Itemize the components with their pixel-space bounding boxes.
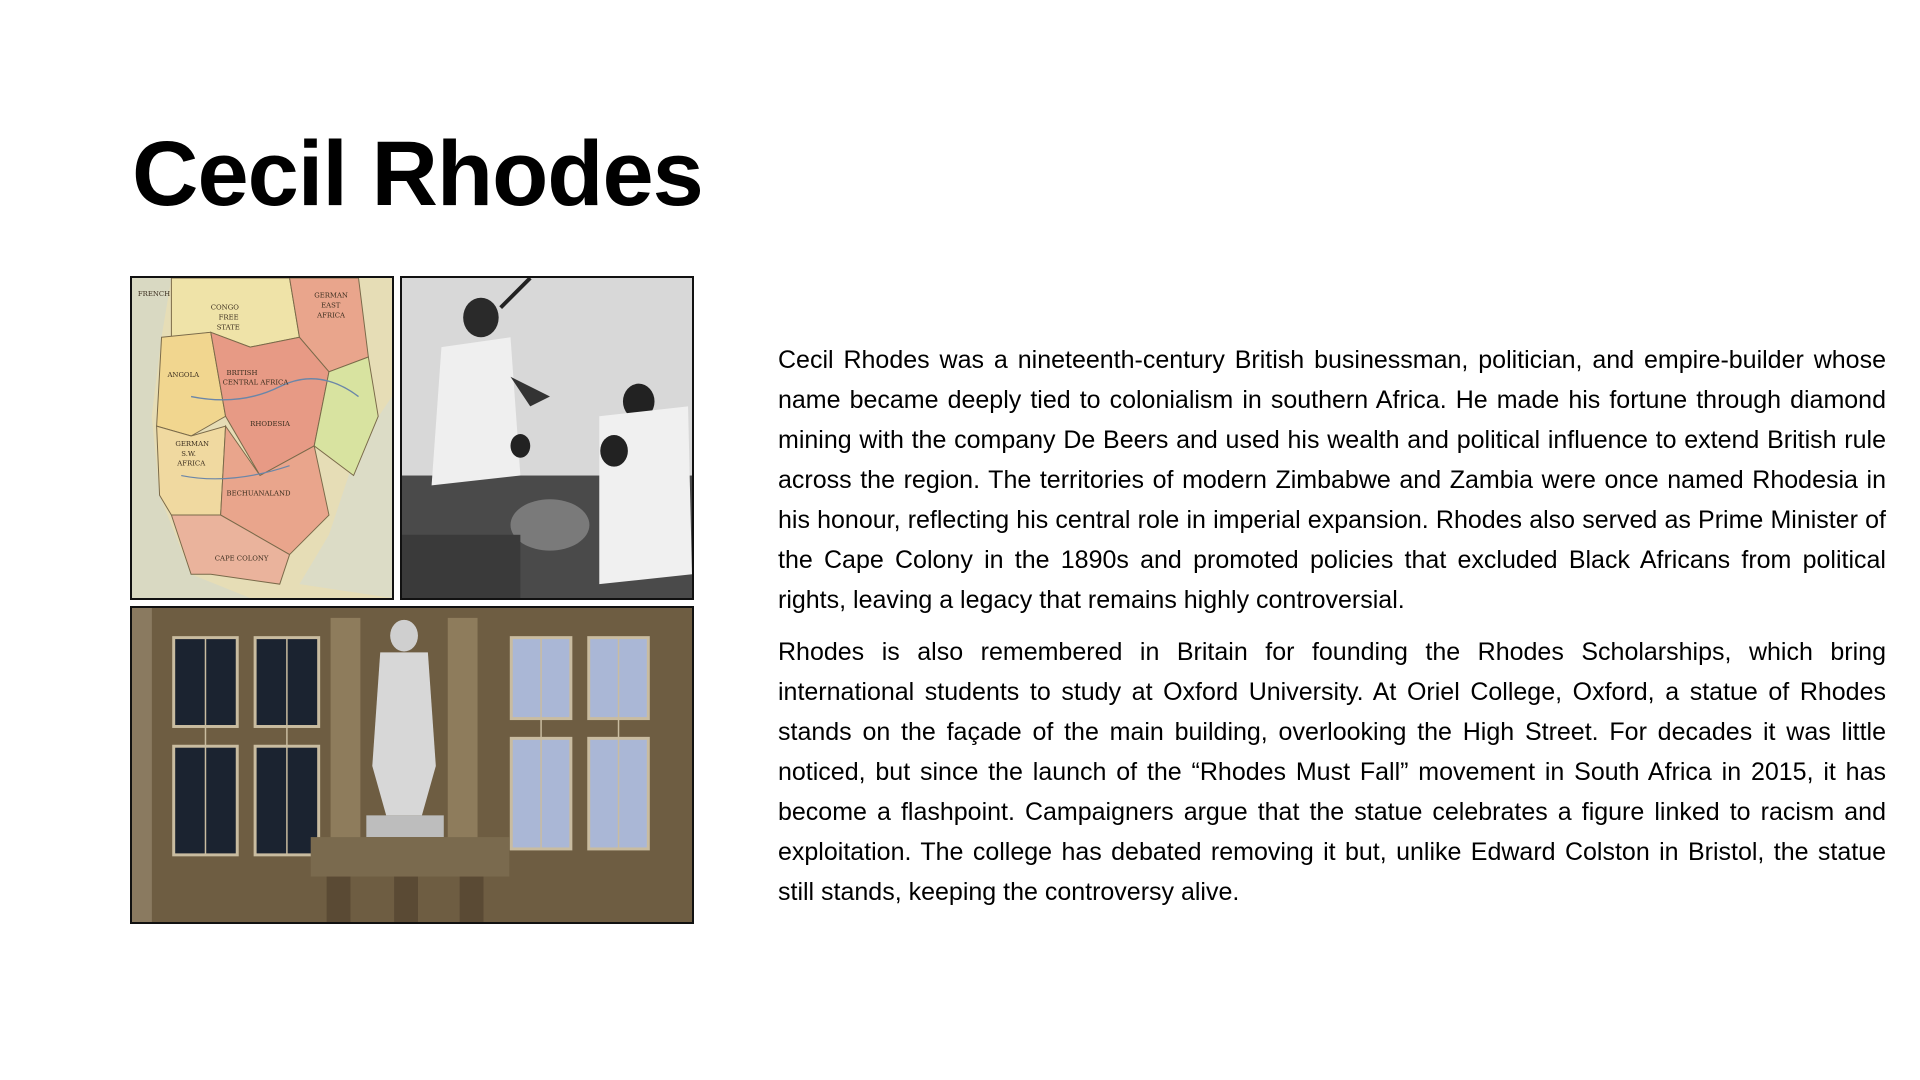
map-label-east: EAST (321, 301, 341, 310)
map-label-angola: ANGOLA (167, 370, 200, 379)
oriel-statue-photo (130, 606, 694, 924)
map-label-central-africa: CENTRAL AFRICA (222, 378, 289, 387)
page-title: Cecil Rhodes (132, 123, 703, 225)
map-label-sw: S.W. (181, 449, 196, 458)
map-image (130, 276, 394, 600)
map-label-cape-colony: CAPE COLONY (214, 554, 269, 563)
body-text (778, 340, 1886, 924)
map-label-sw-africa: AFRICA (177, 459, 206, 468)
map-label-british: BRITISH (226, 368, 258, 377)
statue-removal-photo (400, 276, 694, 600)
map-label-free: FREE (218, 313, 239, 322)
map-label-french: FRENCH (137, 289, 171, 298)
map-label-german-sw: GERMAN (175, 439, 210, 448)
map-label-bechuanaland: BECHUANALAND (226, 489, 291, 498)
paragraph-2: Rhodes is also remembered in Britain for founding the Rhodes Scholarships, which bring international students to study at Oxford University. At Oriel College, Oxford, a statue of Rhodes stands on the façade of the main building, overlooking the High Street. For decades it was little noticed, but since the launch of the “Rhodes Must Fall” movement in South Africa in 2015, it has become a flashpoint. Campaigners argue that the statue celebrates a figure linked to racism and exploitation. The college has debated removing it but, unlike Edward Colston in Bristol, the statue still stands, keeping the controversy alive. (778, 638, 1886, 906)
map-label-rhodesia: RHODESIA (250, 420, 290, 429)
map-label-africa: AFRICA (317, 311, 346, 320)
map-label-german-east: GERMAN (314, 291, 348, 300)
map-label-state: STATE (216, 323, 240, 332)
paragraph-1: Cecil Rhodes was a nineteenth-century British businessman, politician, and empire-builder whose name became deeply tied to colonialism in southern Africa. He made his fortune through diamond mining with the company De Beers and used his wealth and political influence to extend British rule across the region. The territories of modern Zimbabwe and Zambia were once named Rhodesia in his honour, reflecting his central role in imperial expansion. Rhodes also served as Prime Minister of the Cape Colony in the 1890s and promoted policies that excluded Black Africans from political rights, leaving a legacy that remains highly controversial. (778, 346, 1886, 614)
map-label-congo: CONGO (210, 303, 239, 312)
